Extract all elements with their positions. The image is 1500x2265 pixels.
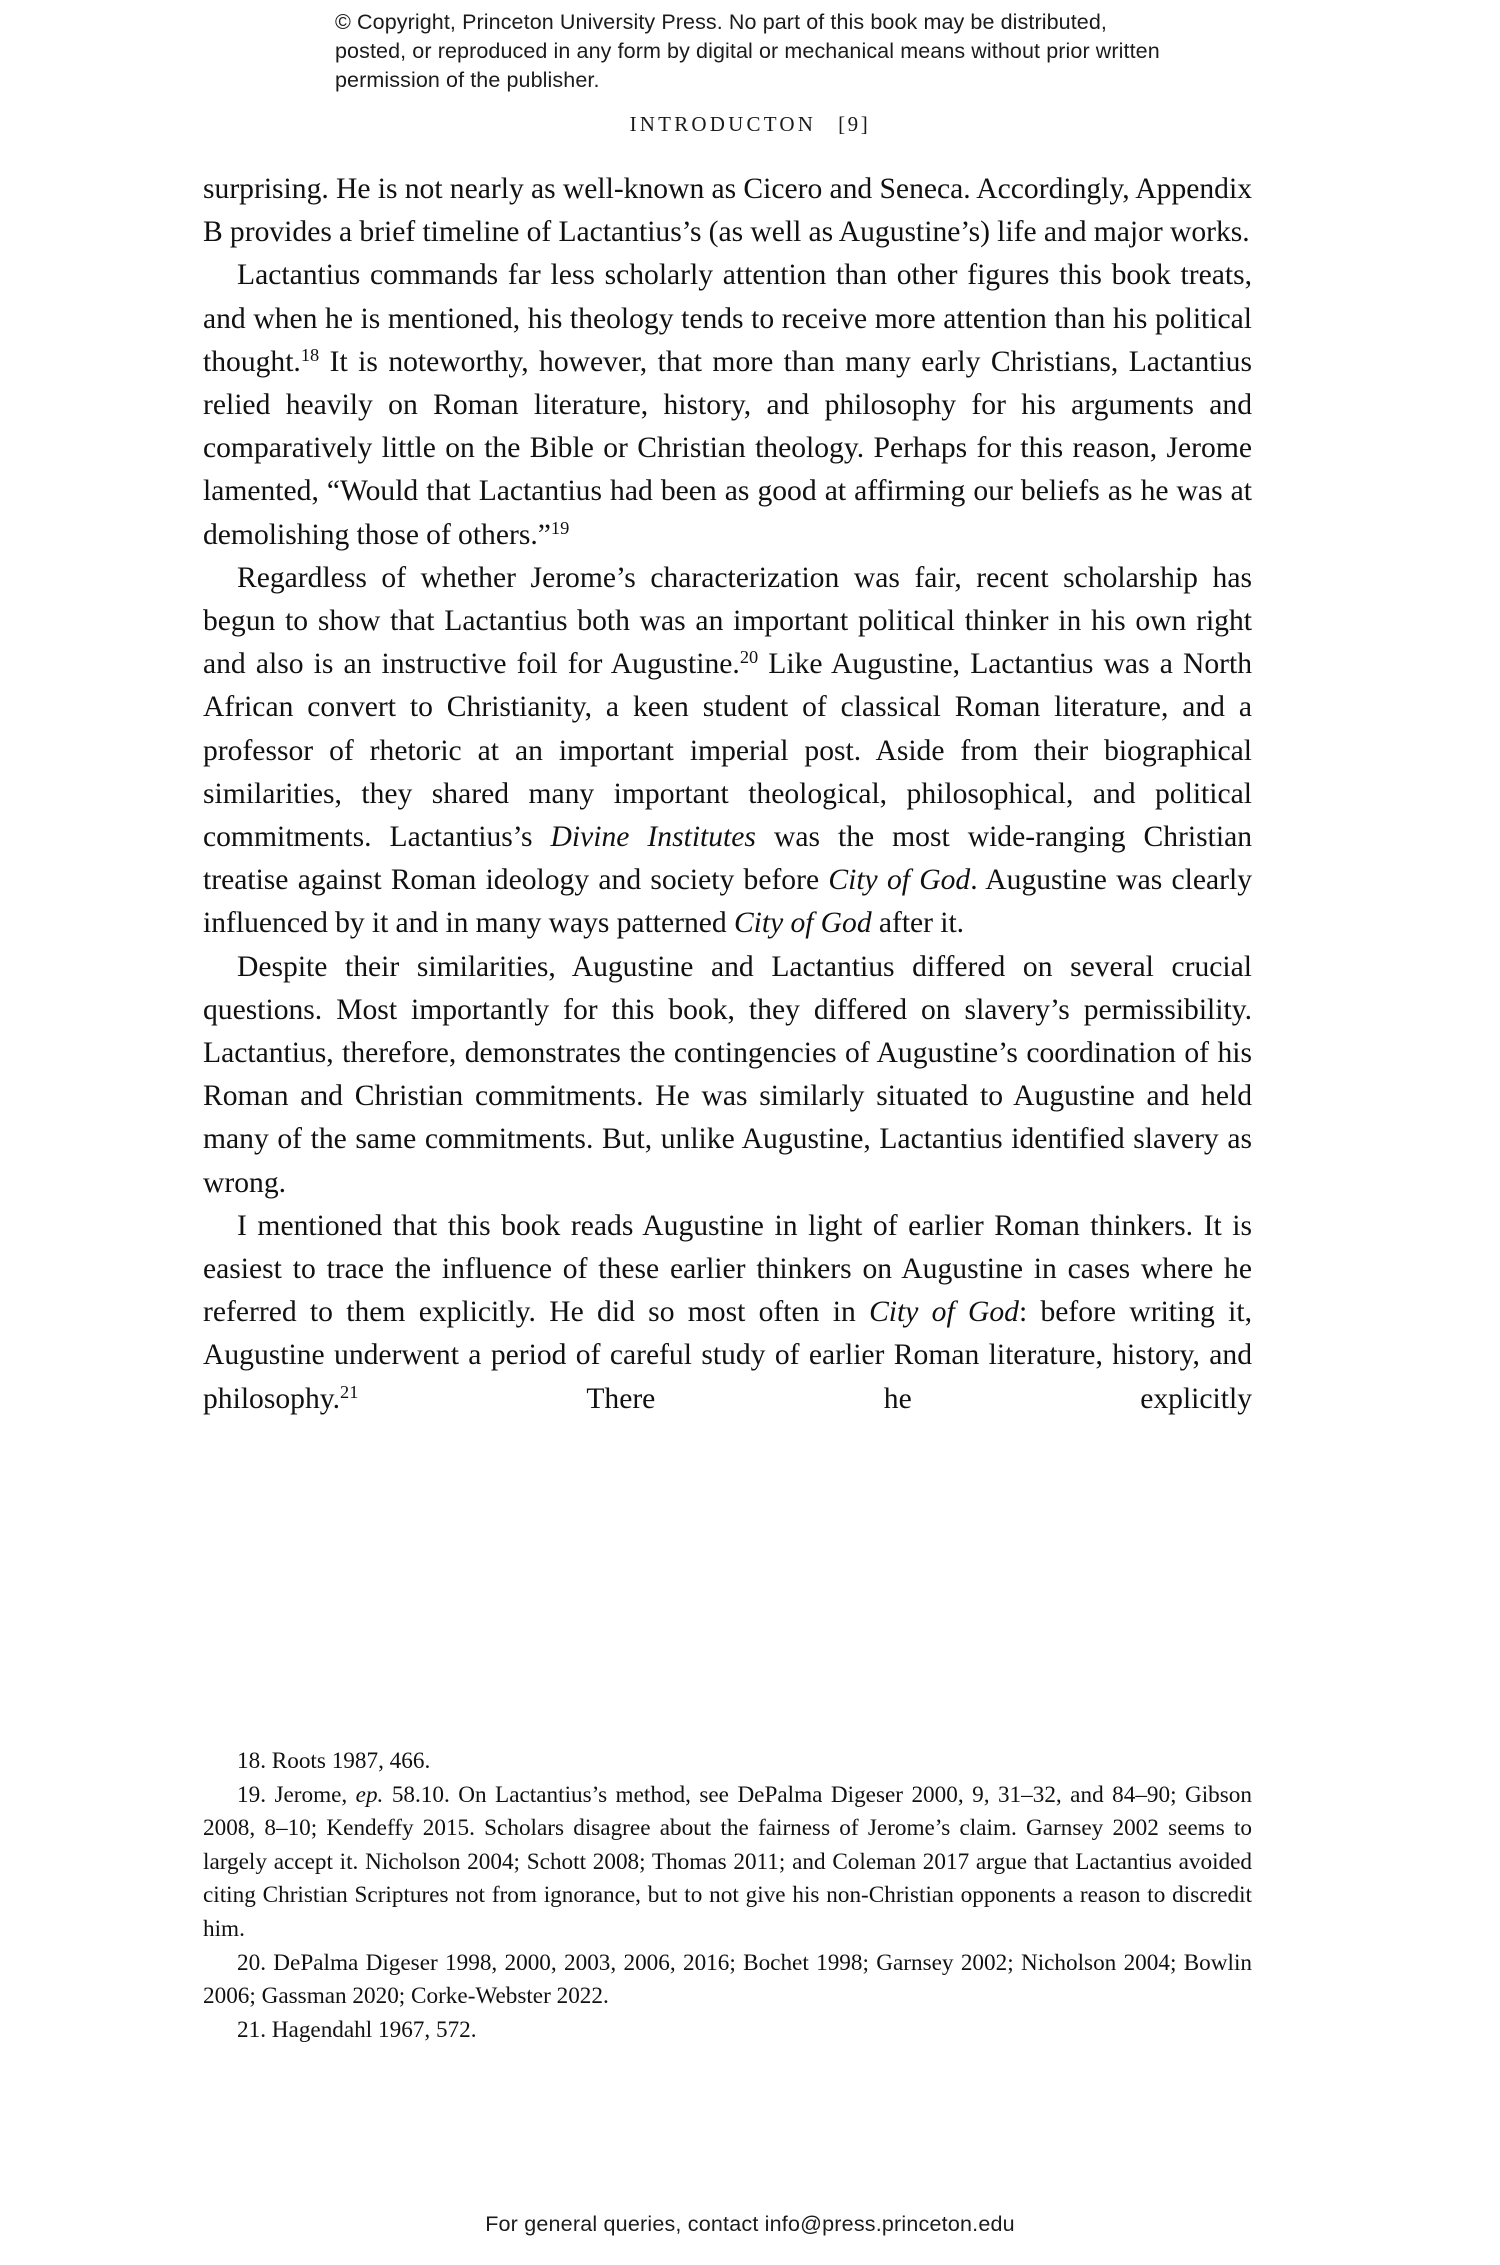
footnote-18-text: 18. Roots 1987, 466. <box>237 1748 431 1774</box>
footnote-reference-20[interactable]: 20 <box>739 647 759 668</box>
footnote-21 <box>203 2014 1252 2048</box>
running-head <box>0 112 1500 137</box>
footnote-19 <box>203 1779 1252 1947</box>
copyright-notice-band <box>0 8 1500 95</box>
body-paragraph-5 <box>203 1205 1252 1421</box>
footnote-reference-19[interactable]: 19 <box>550 517 570 538</box>
paragraph-3-text-e: after it. <box>871 907 965 940</box>
body-paragraph-1 <box>203 168 1252 254</box>
page-folio-number: [9] <box>838 112 871 136</box>
footnote-21-text: 21. Hagendahl 1967, 572. <box>237 2016 477 2043</box>
footnote-19-text-b: 58.10. On Lactantius’s method, see DePalma Digeser 2000, 9, 31–32, and 84–90; Gibson 2008, 8–10; Kendeffy 2015. Scholars disagree about the fairness of Jerome’s claim. Garnsey 2002 seems to largely accept it. Nicholson 2004; Schott 2008; Thomas 2011; and Coleman 2017 argue that Lactantius avoided citing Christian Scriptures not from ignorance, but to not give his non-Christian opponents a reason to discredit him. <box>203 1781 1252 1942</box>
page-footer-text: For general queries, contact info@press.princeton.edu <box>485 2212 1015 2236</box>
running-head-title: INTRODUCTON <box>629 112 817 136</box>
paragraph-5-text-c: There he explicitly <box>358 1382 1252 1415</box>
work-title-city-of-god-2: City of God <box>733 907 872 940</box>
work-title-city-of-god-1: City of God <box>828 864 971 897</box>
paragraph-5-text-b: : before writing it, Augustine underwent a period of careful study of earlier Roman literature, history, and philosophy. <box>203 1296 1252 1415</box>
copyright-notice-text: © Copyright, Princeton University Press. No part of this book may be distributed, posted, or reproduced in any form by digital or mechanical means without prior written permission of the publisher. <box>335 10 1160 92</box>
paragraph-4-text: Despite their similarities, Augustine and Lactantius differed on several crucial questions. Most importantly for this book, they differed on slavery’s permissibility. Lactantius, therefore, demonstrates the contingencies of Augustine’s coordination of his Roman and Christian commitments. He was similarly situated to Augustine and held many of the same commitments. But, unlike Augustine, Lactantius identified slavery as wrong. <box>203 950 1252 1199</box>
work-title-city-of-god-3: City of God <box>869 1296 1019 1329</box>
footnote-19-text-a: 19. Jerome, <box>237 1781 356 1808</box>
body-paragraph-2 <box>203 254 1252 556</box>
paragraph-3-text-a: Regardless of whether Jerome’s characterization was fair, recent scholarship has begun to show that Lactantius both was an important political thinker in his own right and also is an instructive foil for Augustine. <box>203 561 1252 681</box>
footnote-20-text: 20. DePalma Digeser 1998, 2000, 2003, 2006, 2016; Bochet 1998; Garnsey 2002; Nicholson 2004; Bowlin 2006; Gassman 2020; Corke-Webster 2022. <box>203 1949 1252 2010</box>
footnotes-section <box>203 1745 1252 2047</box>
footnote-reference-18[interactable]: 18 <box>300 344 320 365</box>
paragraph-3-text-d: . Augustine was clearly influenced by it and in many ways patterned <box>203 864 1253 940</box>
footnote-20 <box>203 1947 1252 2014</box>
body-paragraph-3 <box>203 557 1252 946</box>
footnote-19-abbrev-ep: ep. <box>355 1781 384 1808</box>
footnote-reference-21[interactable]: 21 <box>340 1381 359 1402</box>
body-paragraph-4 <box>203 946 1252 1205</box>
page-footer <box>0 2212 1500 2237</box>
footnote-18 <box>203 1745 1252 1779</box>
main-text-block <box>203 168 1252 1421</box>
paragraph-5-text-a: I mentioned that this book reads Augustine in light of earlier Roman thinkers. It is easiest to trace the influence of these earlier thinkers on Augustine in cases where he referred to them explicitly. He did so most often in <box>203 1209 1252 1329</box>
paragraph-1-text: surprising. He is not nearly as well-known as Cicero and Seneca. Accordingly, Appendix B provides a brief timeline of Lactantius’s (as well as Augustine’s) life and major works. <box>203 173 1252 249</box>
paragraph-3-text-c: was the most wide-ranging Christian treatise against Roman ideology and society before <box>203 821 1253 897</box>
paragraph-2-text-b: It is noteworthy, however, that more than many early Christians, Lactantius relied heavily on Roman literature, history, and philosophy for his arguments and comparatively little on the Bible or Christian theology. Perhaps for this reason, Jerome lamented, “Would that Lactantius had been as good at affirming our beliefs as he was at demolishing those of others.” <box>203 345 1252 551</box>
work-title-divine-institutes: Divine Institutes <box>550 821 756 854</box>
paragraph-3-text-b: Like Augustine, Lactantius was a North African convert to Christianity, a keen student of classical Roman literature, and a professor of rhetoric at an important imperial post. Aside from their biographical similarities, they shared many important theological, philosophical, and political commitments. Lactantius’s <box>203 648 1252 854</box>
paragraph-2-text-a: Lactantius commands far less scholarly attention than other figures this book treats, and when he is mentioned, his theology tends to receive more attention than his political thought. <box>203 259 1252 378</box>
